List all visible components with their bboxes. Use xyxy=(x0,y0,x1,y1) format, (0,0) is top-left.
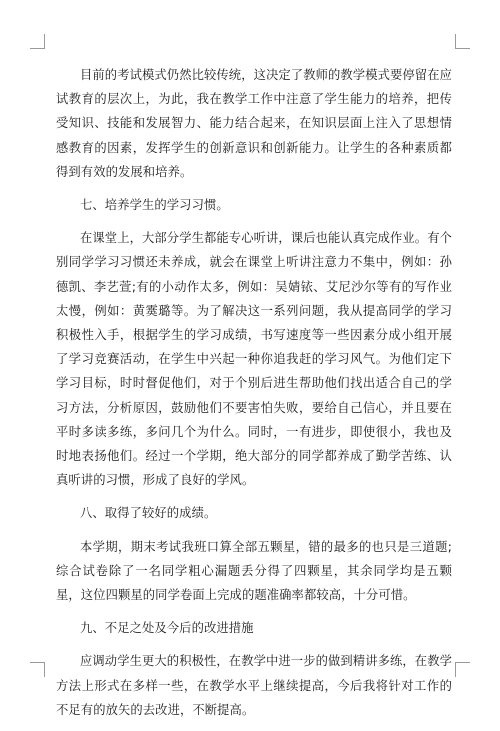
crop-mark-top-right xyxy=(455,34,470,49)
paragraph-results: 本学期，期末考试我班口算全部五颗星，错的最多的也只是三道题;综合试卷除了一名同学粗心漏题丢分得了四颗星，其余同学均是五颗星，这位四颗星的同学卷面上完成的题准确率都较高，十分可惜。 xyxy=(56,539,452,603)
document-body xyxy=(56,63,452,731)
crop-mark-bottom-right xyxy=(455,662,470,677)
section-heading-study-habits: 七、培养学生的学习习惯。 xyxy=(80,198,229,213)
section-heading-improvements: 九、不足之处及今后的改进措施 xyxy=(80,621,254,636)
paragraph-exam-mode: 目前的考试模式仍然比较传统，这决定了教师的教学模式要停留在应试教育的层次上，为此，我在教学工作中注意了学生能力的培养，把传受知识、技能和发展智力、能力结合起来，在知识层面上注入了思想情感教育的因素，发挥学生的创新意识和创新能力。让学生的各种素质都得到有效的发展和培养。 xyxy=(56,68,452,179)
crop-mark-top-left xyxy=(30,34,45,49)
paragraph-study-habits: 在课堂上，大部分学生都能专心听讲，课后也能认真完成作业。有个别同学学习习惯还未养成，就会在课堂上听讲注意力不集中，例如：孙德凯、李艺萱;有的小动作太多，例如：吴婧铱、艾尼沙尔等有的写作业太慢，例如：黄霙璐等。为了解决这一系列问题，我从提高同学的学习积极性入手，根据学生的学习成绩，书写速度等一些因素分成小组开展了学习竞赛活动，在学生中兴起一种你追我赶的学习风气。为他们定下学习目标，时时督促他们，对于个别后进生帮助他们找出适合自己的学习方法，分析原因，鼓励他们不要害怕失败，要给自己信心，并且要在平时多读多练，多问几个为什么。同时，一有进步，即使很小，我也及时地表扬他们。经过一个学期，绝大部分的同学都养成了勤学苦练、认真听讲的习惯，形成了良好的学风。 xyxy=(56,231,452,488)
paragraph-improvements: 应调动学生更大的积极性，在教学中进一步的做到精讲多练，在教学方法上形式在多样一些，在教学水平上继续提高，今后我将针对工作的不足有的放矢的去改进，不断提高。 xyxy=(56,654,452,717)
crop-mark-bottom-left xyxy=(30,662,45,677)
section-heading-results: 八、取得了较好的成绩。 xyxy=(80,506,217,521)
